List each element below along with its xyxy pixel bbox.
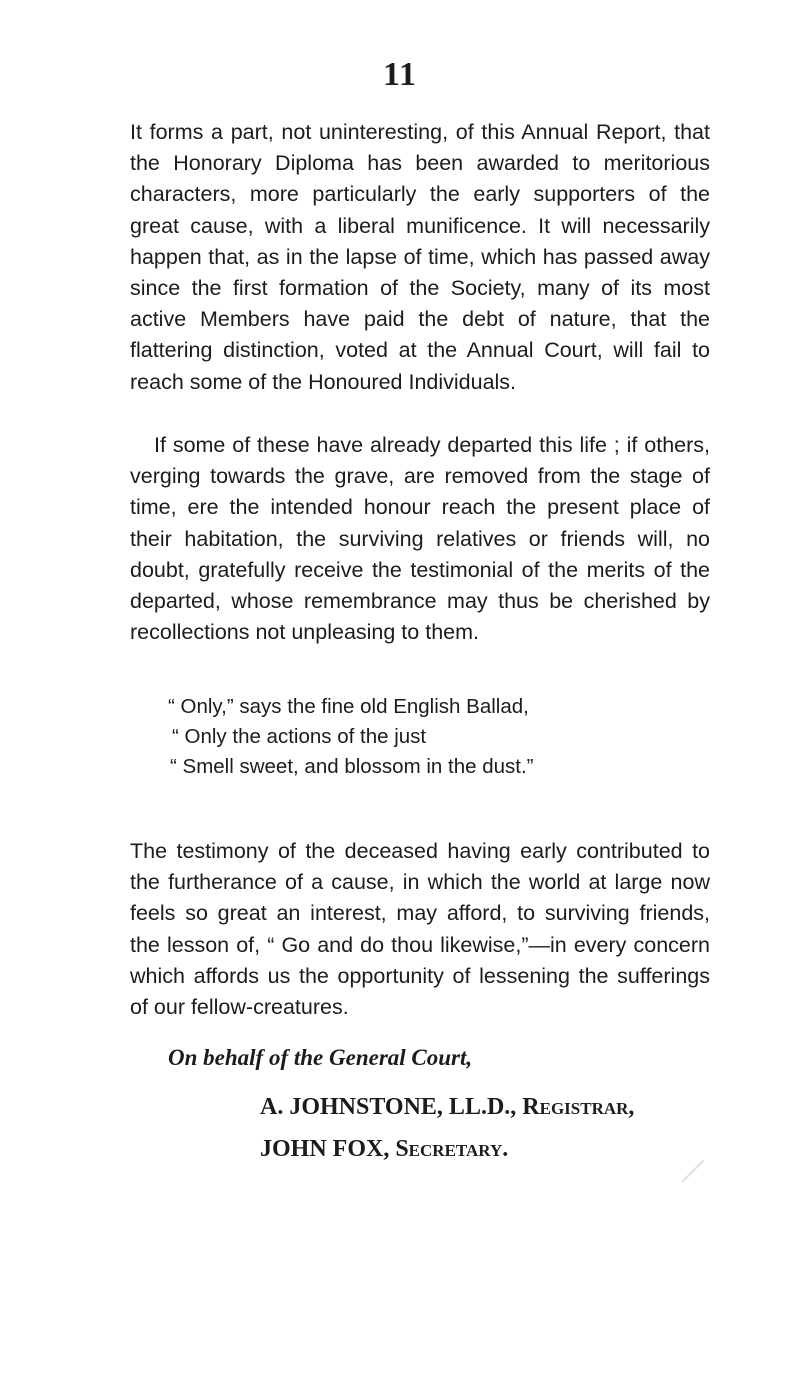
- ballad-quotation: [168, 692, 688, 782]
- paragraph-honorary-diploma: It forms a part, not uninteresting, of this Annual Report, that the Honorary Diploma has been awarded to meritorious characters, more particularly the early supporters of the great cause, with a liberal munificence. It will necessarily happen that, as in the lapse of time, which has passed away since the first formation of the Society, many of its most active Members have paid the debt of nature, that the flattering distinction, voted at the Annual Court, will fail to reach some of the Honoured Individuals.: [130, 120, 710, 394]
- ballad-line: “ Only,” says the fine old English Ballad,: [168, 695, 529, 718]
- page-number: 11: [382, 56, 418, 93]
- signature-registrar: [260, 1094, 634, 1121]
- on-behalf-line: On behalf of the General Court,: [168, 1045, 473, 1070]
- signatory-name: JOHN FOX,: [260, 1136, 390, 1162]
- signatory-title: Secretary.: [395, 1136, 509, 1162]
- ballad-line: “ Only the actions of the just: [172, 725, 427, 748]
- signatory-name: A. JOHNSTONE, LL.D.,: [260, 1094, 517, 1120]
- paragraph-testimony: The testimony of the deceased having early contributed to the furtherance of a cause, in which the world at large now feels so great an interest, may afford, to surviving friends, the lesson of, “ Go and do thou likewise,”—in every concern which affords us the opportunity of lessening the sufferings of our fellow-creatures.: [130, 839, 710, 1020]
- paper-mark: [682, 1160, 705, 1183]
- signature-secretary: [260, 1136, 508, 1163]
- paragraph-departed-members: If some of these have already departed this life ; if others, verging towards the grave, are removed from the stage of time, ere the intended honour reach the present place of their habitation, the surviving relatives or friends will, no doubt, gratefully receive the testimonial of the merits of the departed, whose remembrance may thus be cherished by recollections not unpleasing to them.: [130, 433, 710, 645]
- ballad-line: “ Smell sweet, and blossom in the dust.”: [170, 755, 534, 778]
- signatory-title: Registrar,: [522, 1094, 635, 1120]
